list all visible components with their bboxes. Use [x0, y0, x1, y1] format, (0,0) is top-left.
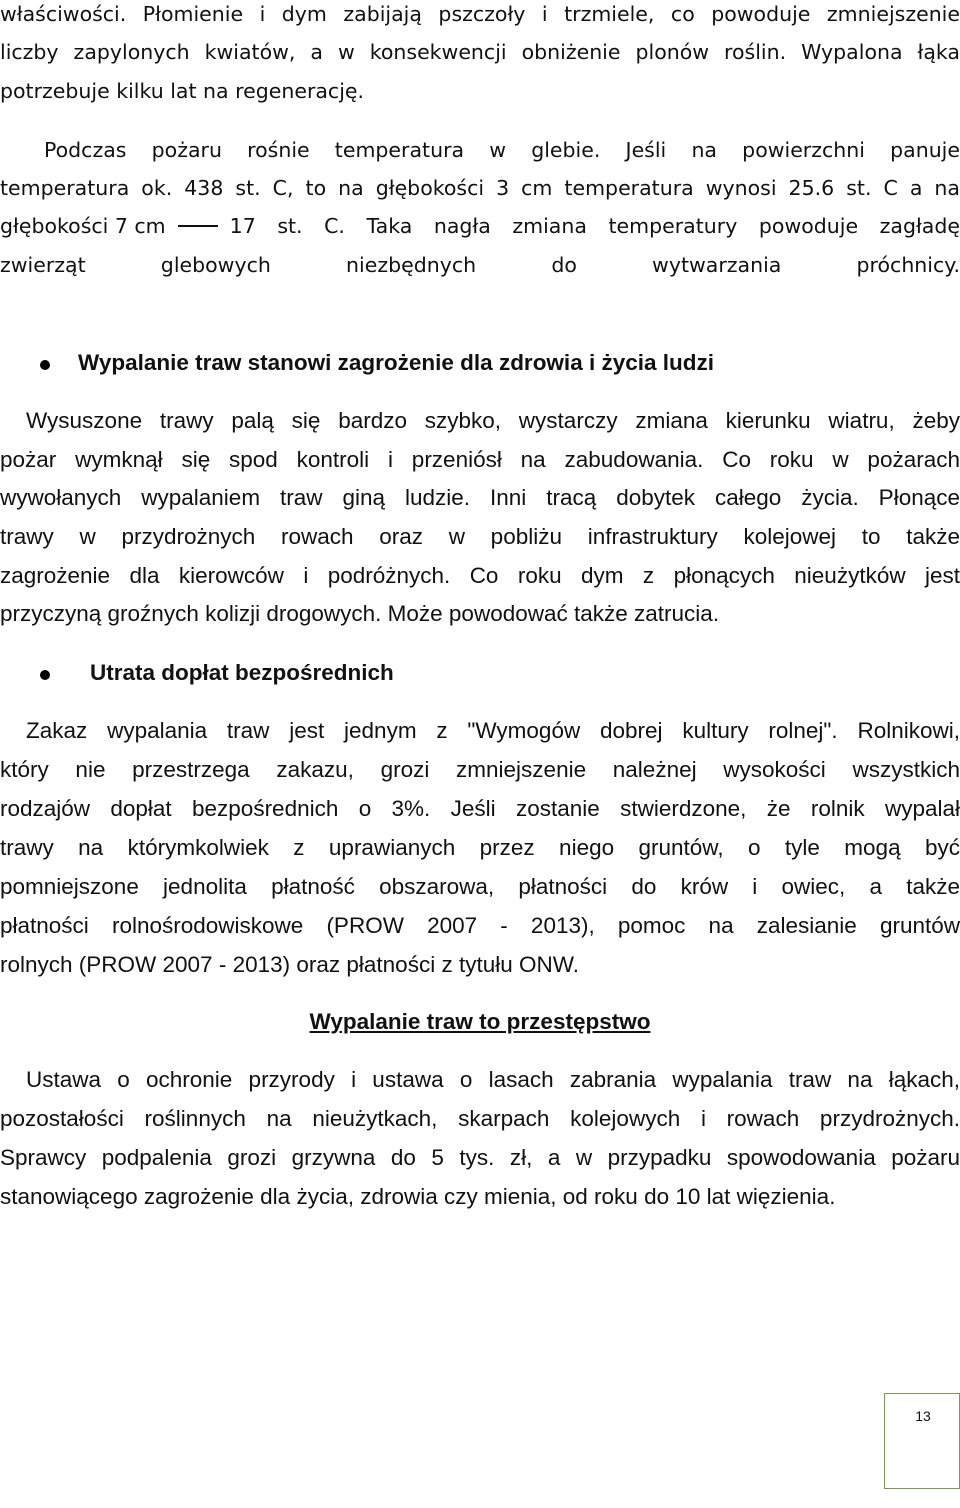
text-line: pomniejszone jednolita płatność obszarowa, płatności do krów i owiec, a także	[0, 874, 960, 899]
bullet-heading	[0, 658, 960, 690]
section-heading: Utrata dopłat bezpośrednich	[90, 660, 394, 685]
text-line: trawy na którymkolwiek z uprawianych przez niego gruntów, o tyle mogą być	[0, 835, 960, 860]
text-line: Podczas pożaru rośnie temperatura w glebie. Jeśli na powierzchni panuje	[44, 138, 960, 162]
text-line: zwierząt glebowych niezbędnych do wytwarzania próchnicy.	[0, 253, 960, 277]
text-line: temperatura ok. 438 st. C, to na głębokości 3 cm temperatura wynosi 25.6 st. C a na	[0, 176, 960, 200]
text-line: potrzebuje kilku lat na regenerację.	[0, 79, 365, 103]
text-line: Sprawcy podpalenia grozi grzywna do 5 tys. zł, a w przypadku spowodowania pożaru	[0, 1145, 960, 1170]
page-number: 13	[915, 1408, 931, 1424]
bullet-heading	[0, 348, 960, 380]
text-line: stanowiącego zagrożenie dla życia, zdrowia czy mienia, od roku do 10 lat więzienia.	[0, 1184, 836, 1209]
dash-separator	[178, 225, 218, 227]
page-number-box	[884, 1393, 960, 1489]
text-line: pozostałości roślinnych na nieużytkach, skarpach kolejowych i rowach przydrożnych.	[0, 1106, 960, 1131]
bullet-icon	[40, 670, 50, 680]
text-line: rodzajów dopłat bezpośrednich o 3%. Jeśli zostanie stwierdzone, że rolnik wypalał	[0, 796, 960, 821]
text-line: trawy w przydrożnych rowach oraz w pobliżu infrastruktury kolejowej to także	[0, 524, 960, 549]
bullet-icon	[40, 360, 50, 370]
text-line-with-dash	[0, 214, 960, 238]
text-line: pożar wymknął się spod kontroli i przeniósł na zabudowania. Co roku w pożarach	[0, 447, 960, 472]
text-line: wywołanych wypalaniem traw giną ludzie. Inni tracą dobytek całego życia. Płonące	[0, 485, 960, 510]
text-line: Zakaz wypalania traw jest jednym z "Wymogów dobrej kultury rolnej". Rolnikowi,	[26, 718, 960, 743]
text-line: liczby zapylonych kwiatów, a w konsekwencji obniżenie plonów roślin. Wypalona łąka	[0, 40, 960, 64]
text-line: właściwości. Płomienie i dym zabijają pszczoły i trzmiele, co powoduje zmniejszenie	[0, 2, 960, 26]
text-line: który nie przestrzega zakazu, grozi zmniejszenie należnej wysokości wszystkich	[0, 757, 960, 782]
text-line: Wysuszone trawy palą się bardzo szybko, wystarczy zmiana kierunku wiatru, żeby	[26, 408, 960, 433]
text-fragment: głębokości 7 cm	[0, 214, 166, 238]
text-line: Ustawa o ochronie przyrody i ustawa o lasach zabrania wypalania traw na łąkach,	[26, 1067, 960, 1092]
section-heading: Wypalanie traw to przestępstwo	[309, 1009, 651, 1034]
section-heading: Wypalanie traw stanowi zagrożenie dla zdrowia i życia ludzi	[78, 350, 714, 375]
text-line: przyczyną groźnych kolizji drogowych. Może powodować także zatrucia.	[0, 601, 720, 626]
text-fragment: 17 st. C. Taka nagła zmiana temperatury powoduje zagładę	[229, 214, 960, 238]
text-line: zagrożenie dla kierowców i podróżnych. Co roku dym z płonących nieużytków jest	[0, 563, 960, 588]
text-line: płatności rolnośrodowiskowe (PROW 2007 - 2013), pomoc na zalesianie gruntów	[0, 913, 960, 938]
text-line: rolnych (PROW 2007 - 2013) oraz płatności z tytułu ONW.	[0, 952, 579, 977]
